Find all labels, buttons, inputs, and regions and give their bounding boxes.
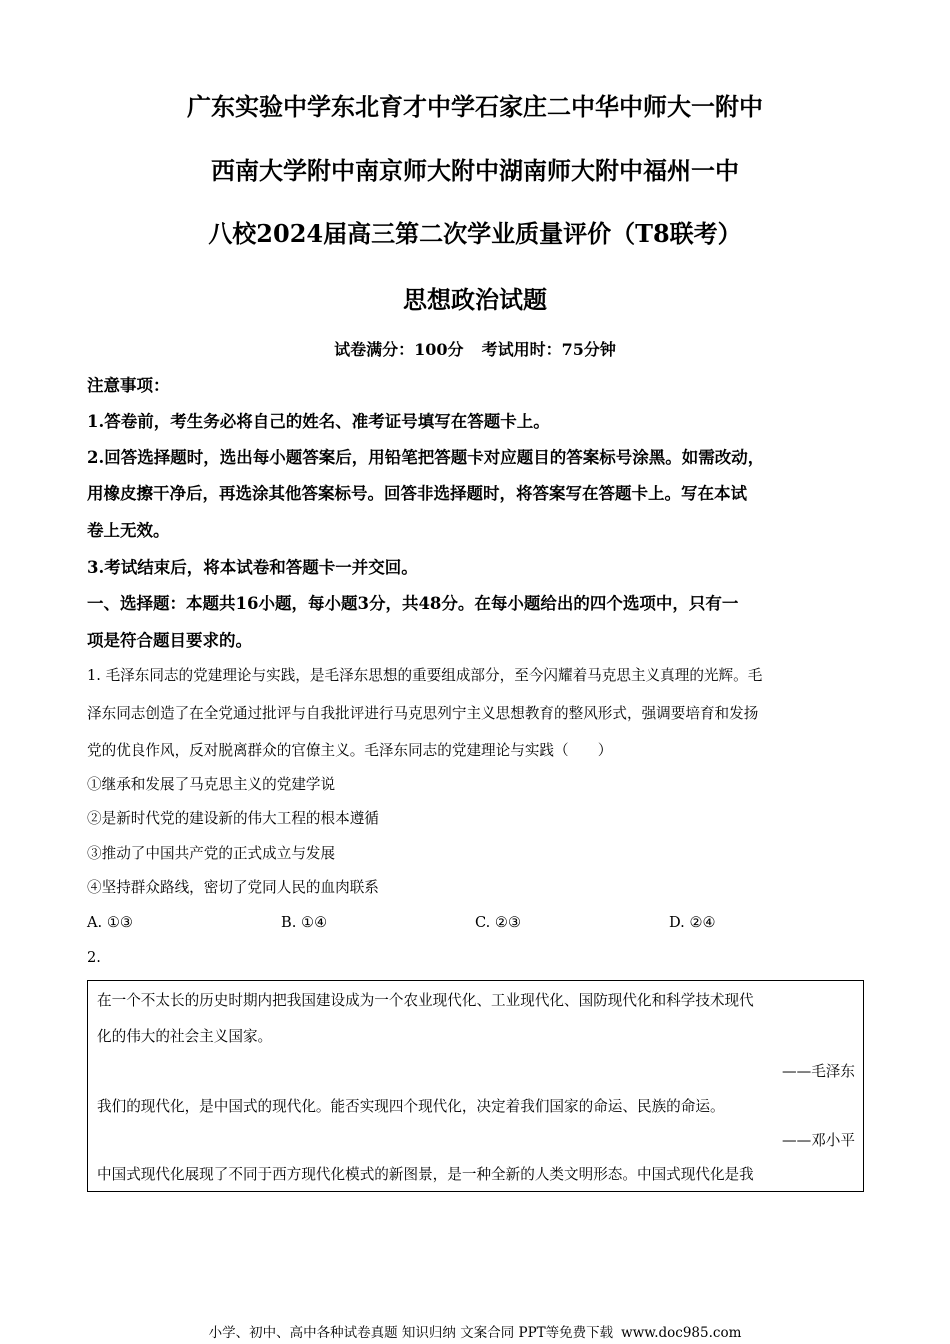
- subject-title: 思想政治试题: [403, 285, 547, 314]
- notice-item-2-line-3: 卷上无效。: [87, 521, 170, 540]
- notice-item-2-line-1: 2.回答选择题时，选出每小题答案后，用铅笔把答题卡对应题目的答案标号涂黑。如需改动，: [87, 448, 765, 467]
- q2-author-1: ——毛泽东: [782, 1063, 855, 1080]
- q1-option-a: A. ①③: [87, 914, 133, 931]
- q2-number: 2.: [87, 949, 101, 966]
- q2-quote-2: 我们的现代化，是中国式的现代化。能否实现四个现代化，决定着我们国家的命运、民族的命运。: [97, 1098, 725, 1115]
- section-1-heading-line-2: 项是符合题目要求的。: [87, 631, 252, 650]
- footer-url[interactable]: www.doc985.com: [621, 1325, 742, 1341]
- q2-author-2: ——邓小平: [782, 1132, 855, 1149]
- notice-heading: 注意事项：: [87, 376, 170, 395]
- notice-item-3: 3.考试结束后，将本试卷和答题卡一并交回。: [87, 558, 418, 577]
- q2-quote-1-line-2: 化的伟大的社会主义国家。: [97, 1028, 273, 1045]
- q2-quote-box: [87, 980, 864, 1192]
- q1-stem-line-3: 党的优良作风，反对脱离群众的官僚主义。毛泽东同志的党建理论与实践（ ）: [87, 742, 613, 759]
- section-1-heading-line-1: 一、选择题：本题共16小题，每小题3分，共48分。在每小题给出的四个选项中，只有一: [87, 594, 739, 613]
- q1-statement-4: ④坚持群众路线，密切了党同人民的血肉联系: [87, 879, 379, 896]
- q1-statement-3: ③推动了中国共产党的正式成立与发展: [87, 845, 336, 862]
- q1-statement-2: ②是新时代党的建设新的伟大工程的根本遵循: [87, 810, 379, 827]
- exam-time: 考试用时：75分钟: [481, 340, 616, 359]
- q1-option-b: B. ①④: [281, 914, 328, 931]
- notice-item-2-line-2: 用橡皮擦干净后，再选涂其他答案标号。回答非选择题时，将答案写在答题卡上。写在本试: [87, 484, 747, 503]
- q1-option-c: C. ②③: [475, 914, 522, 931]
- q1-statement-1: ①继承和发展了马克思主义的党建学说: [87, 776, 336, 793]
- q1-stem-line-2: 泽东同志创造了在全党通过批评与自我批评进行马克思列宁主义思想教育的整风形式，强调要培育和发扬: [87, 705, 759, 722]
- exam-title: 八校2024届高三第二次学业质量评价（T8联考）: [208, 219, 742, 248]
- footer-text: 小学、初中、高中各种试卷真题 知识归纳 文案合同 PPT等免费下载: [208, 1325, 614, 1341]
- school-list-line-2: 西南大学附中南京师大附中湖南师大附中福州一中: [211, 156, 739, 185]
- q2-quote-1-line-1: 在一个不太长的历史时期内把我国建设成为一个农业现代化、工业现代化、国防现代化和科学技术现代: [97, 992, 754, 1009]
- exam-info: [0, 339, 950, 361]
- school-list-line-1: 广东实验中学东北育才中学石家庄二中华中师大一附中: [187, 92, 763, 121]
- exam-score: 试卷满分：100分: [334, 340, 464, 359]
- q2-quote-3: 中国式现代化展现了不同于西方现代化模式的新图景，是一种全新的人类文明形态。中国式现代化是我: [97, 1166, 754, 1183]
- q1-option-d: D. ②④: [669, 914, 716, 931]
- q1-stem-line-1: 1. 毛泽东同志的党建理论与实践，是毛泽东思想的重要组成部分，至今闪耀着马克思主义真理的光辉。毛: [87, 667, 763, 684]
- page-footer: [0, 1324, 950, 1342]
- notice-item-1: 1.答卷前，考生务必将自己的姓名、准考证号填写在答题卡上。: [87, 412, 550, 431]
